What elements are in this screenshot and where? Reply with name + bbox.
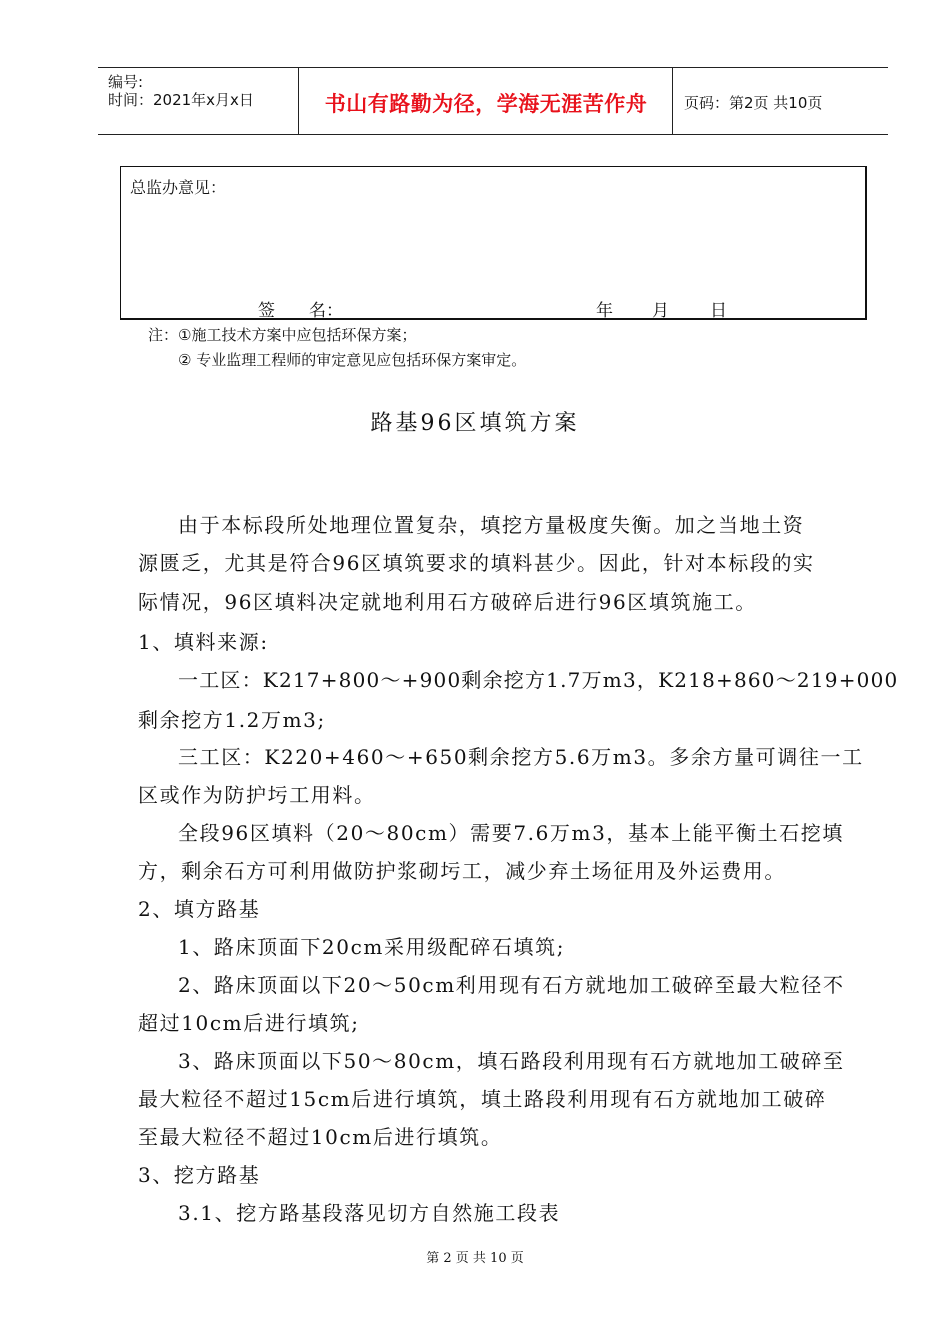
- body-line: 由于本标段所处地理位置复杂，填挖方量极度失衡。加之当地土资: [178, 513, 805, 537]
- time-label: 时间：2021年x月x日: [108, 91, 254, 109]
- sign-month: 月: [652, 301, 669, 321]
- sign-year: 年: [596, 301, 613, 321]
- serial-label: 编号:: [108, 73, 144, 91]
- opinion-box: [120, 166, 867, 320]
- sign-day: 日: [710, 301, 727, 321]
- body-line: 超过10cm后进行填筑;: [138, 1011, 360, 1035]
- header-divider-left: [298, 67, 299, 135]
- body-line: 际情况，96区填料决定就地利用石方破碎后进行96区填筑施工。: [138, 590, 757, 614]
- section-heading: 3、挖方路基: [138, 1163, 261, 1187]
- body-line: 一工区：K217+800～+900剩余挖方1.7万m3，K218+860～219+000: [178, 668, 899, 692]
- body-line: 1、路床顶面下20cm采用级配碎石填筑;: [178, 935, 566, 959]
- body-line: 方，剩余石方可利用做防护浆砌圬工，减少弃土场征用及外运费用。: [138, 859, 786, 883]
- body-line: 最大粒径不超过15cm后进行填筑，填土路段利用现有石方就地加工破碎: [138, 1087, 827, 1111]
- header-bottom-rule: [98, 134, 888, 135]
- body-line: 3.1、挖方路基段落见切方自然施工段表: [178, 1201, 561, 1225]
- document-title: 路基96区填筑方案: [370, 411, 580, 436]
- body-line: 剩余挖方1.2万m3;: [138, 708, 326, 732]
- header-divider-right: [672, 67, 673, 135]
- sign-label: 签 名：: [258, 301, 343, 321]
- body-line: 区或作为防护圬工用料。: [138, 783, 376, 807]
- body-line: 2、路床顶面以下20～50cm利用现有石方就地加工破碎至最大粒径不: [178, 973, 845, 997]
- note-line: ② 专业监理工程师的审定意见应包括环保方案审定。: [178, 351, 527, 369]
- body-line: 3、路床顶面以下50～80cm，填石路段利用现有石方就地加工破碎至: [178, 1049, 845, 1073]
- header-motto: 书山有路勤为径，学海无涯苦作舟: [324, 92, 648, 116]
- body-line: 至最大粒径不超过10cm后进行填筑。: [138, 1125, 503, 1149]
- section-heading: 2、填方路基: [138, 897, 261, 921]
- page-info: 页码：第2页 共10页: [684, 94, 823, 112]
- body-line: 源匮乏，尤其是符合96区填筑要求的填料甚少。因此，针对本标段的实: [138, 551, 815, 575]
- body-line: 全段96区填料（20～80cm）需要7.6万m3，基本上能平衡土石挖填: [178, 821, 845, 845]
- note-line: 注：①施工技术方案中应包括环保方案；: [148, 326, 417, 344]
- opinion-label: 总监办意见：: [130, 178, 227, 197]
- body-line: 三工区：K220+460～+650剩余挖方5.6万m3。多余方量可调往一工: [178, 745, 864, 769]
- page-footer: 第 2 页 共 10 页: [426, 1251, 524, 1266]
- header-top-rule: [98, 67, 888, 68]
- section-heading: 1、填料来源:: [138, 630, 269, 654]
